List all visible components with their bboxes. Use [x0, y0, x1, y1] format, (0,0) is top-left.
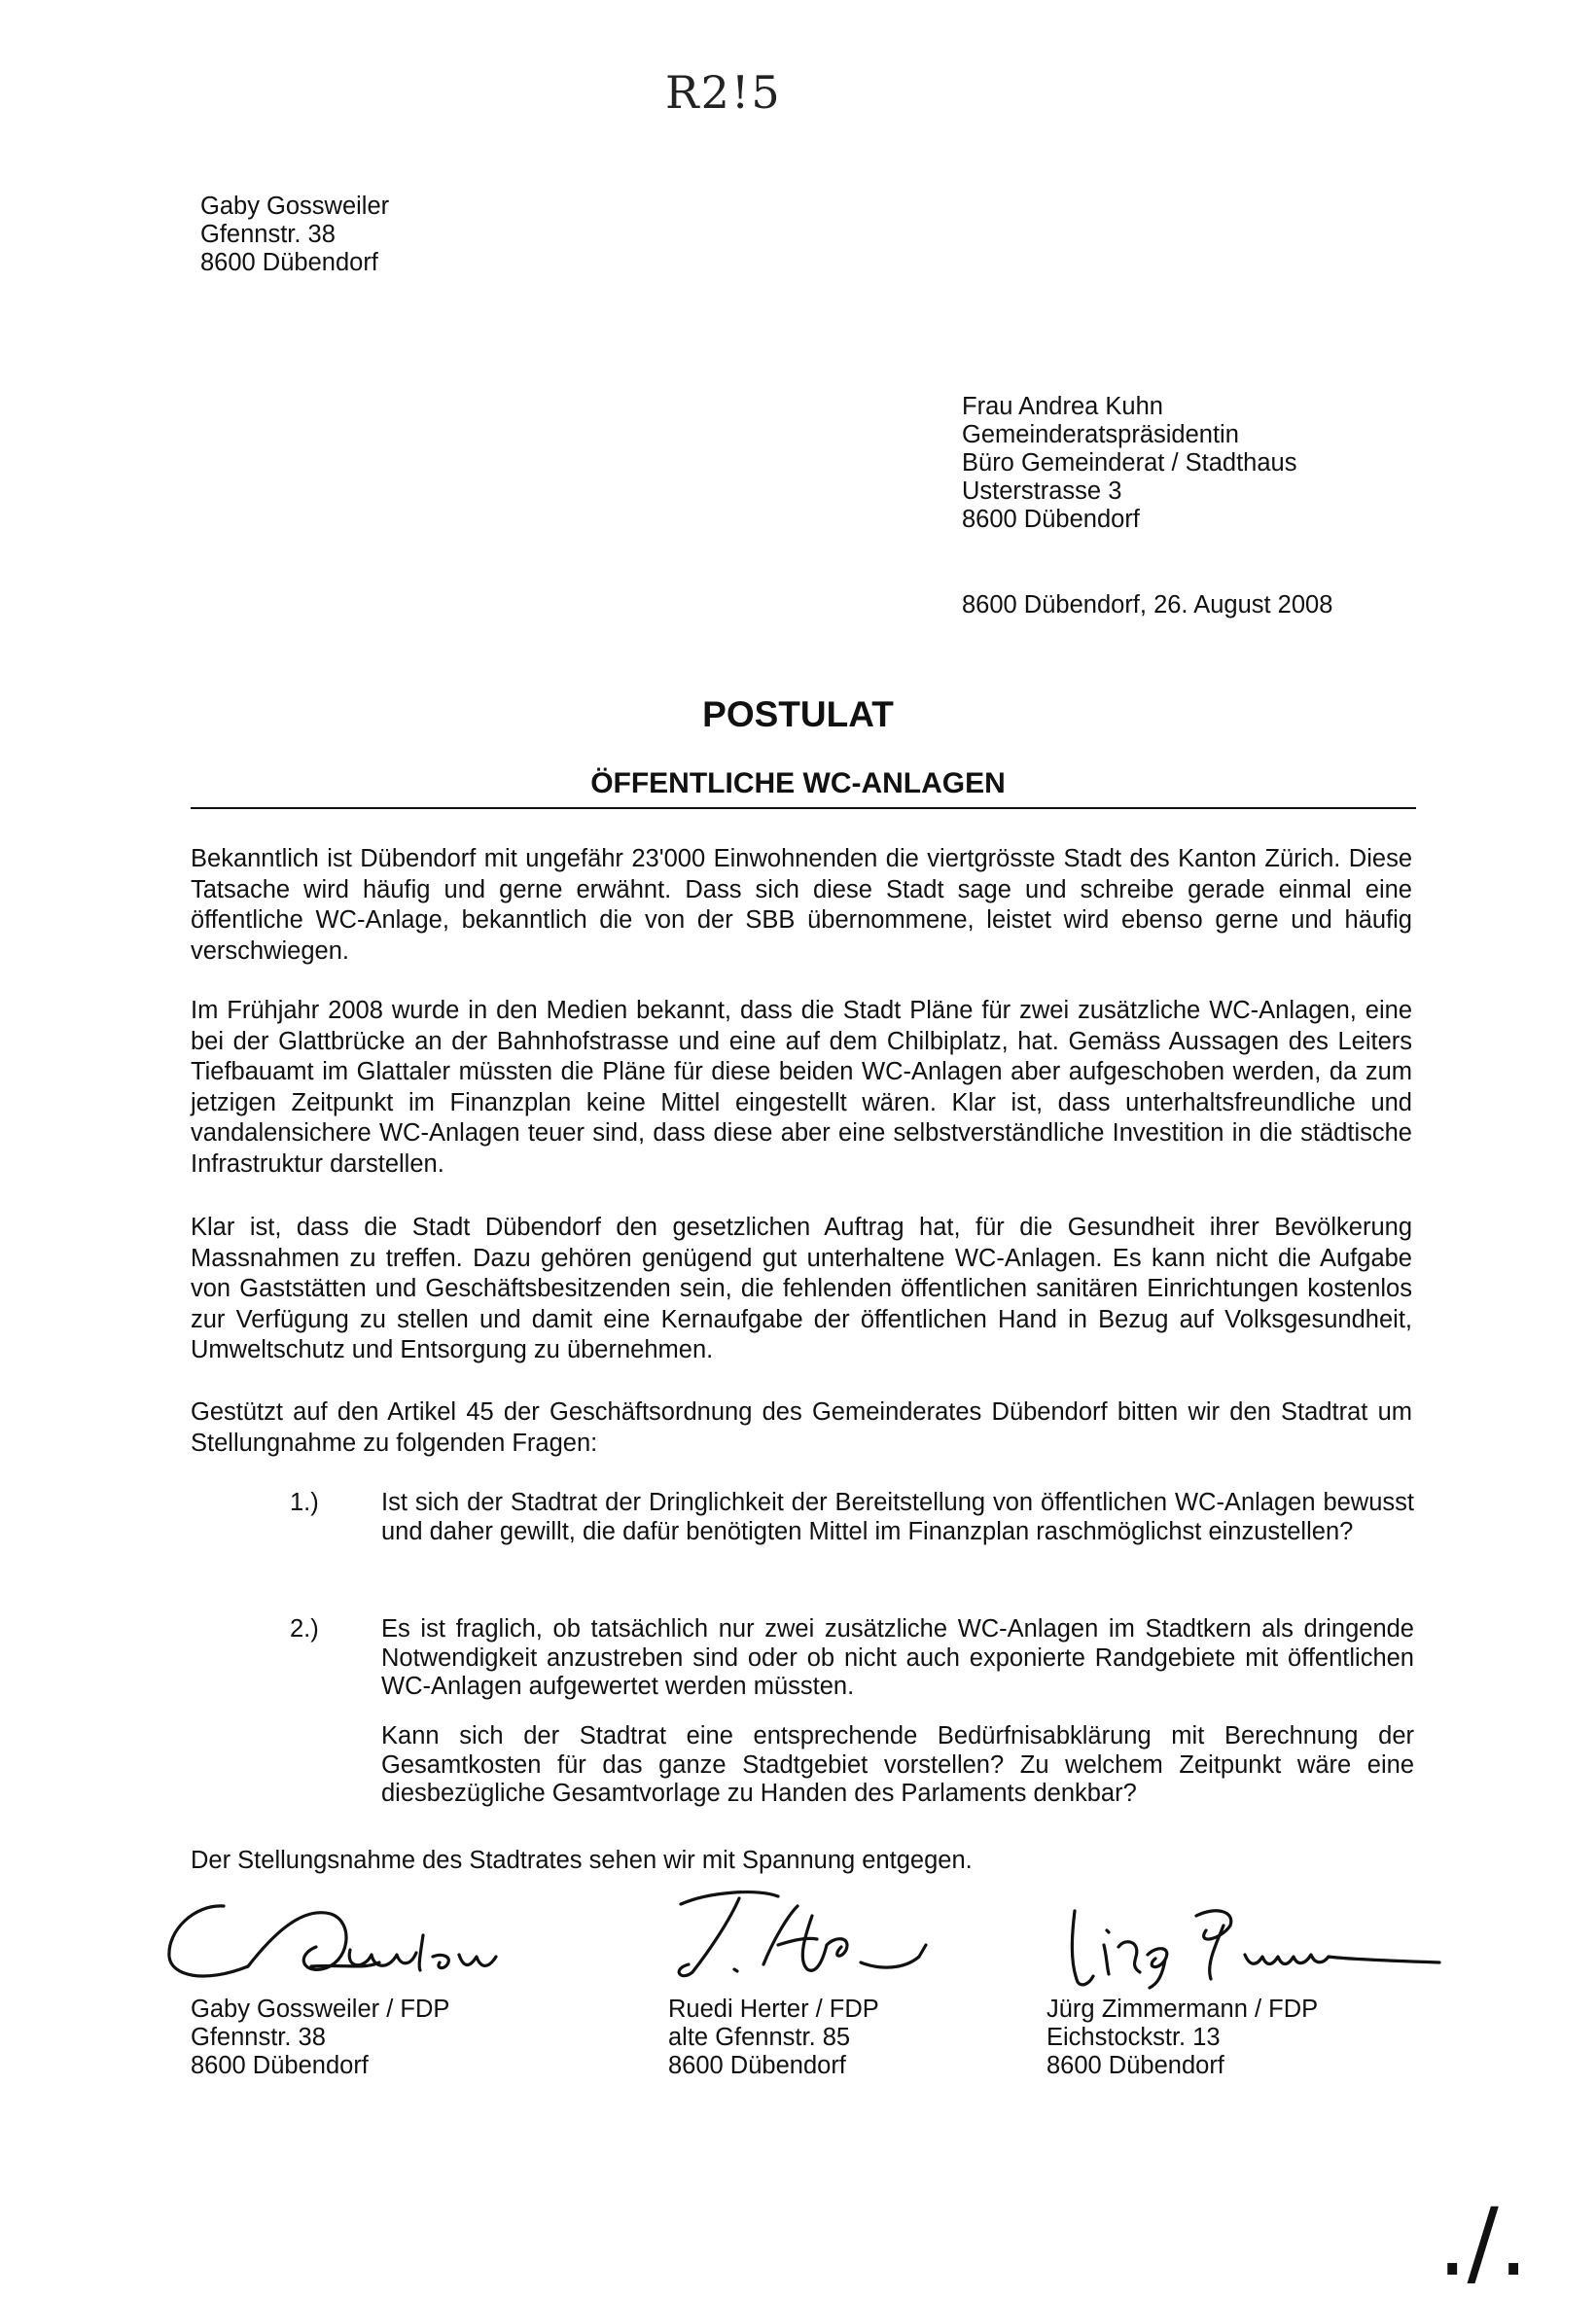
- sender-name: Gaby Gossweiler: [200, 193, 390, 220]
- recipient-line-1: Frau Andrea Kuhn: [962, 393, 1163, 420]
- signature-zimmermann: [1050, 1887, 1459, 1994]
- signatory-3-city: 8600 Dübendorf: [1046, 2052, 1224, 2079]
- recipient-line-2: Gemeinderatspräsidentin: [962, 421, 1239, 448]
- signatory-1-street: Gfennstr. 38: [191, 2024, 326, 2051]
- signatory-3: [1046, 1996, 1318, 2080]
- recipient-line-4: Usterstrasse 3: [962, 477, 1122, 505]
- paragraph-4: Gestützt auf den Artikel 45 der Geschäftsordnung des Gemeinderates Dübendorf bitten wir den Stadtrat um Stellungnahme zu folgenden Fragen:: [191, 1398, 1412, 1457]
- sender-city: 8600 Dübendorf: [200, 249, 378, 276]
- signatory-2-city: 8600 Dübendorf: [668, 2052, 846, 2079]
- continuation-mark: ./.: [1437, 2188, 1529, 2297]
- signatory-1: [191, 1996, 449, 2080]
- signature-gossweiler: [156, 1877, 564, 1994]
- handwritten-annotation: R2!5: [665, 66, 782, 119]
- paragraph-1: Bekanntlich ist Dübendorf mit ungefähr 23'000 Einwohnenden die viertgrösste Stadt des Kanton Zürich. Diese Tatsache wird häufig und gerne erwähnt. Dass sich diese Stadt sage und schreibe gerade einmal eine öffentliche WC-Anlage, bekanntlich die von der SBB übernommene, leistet wird ebenso gerne und häufig verschwiegen.: [191, 845, 1412, 965]
- question-1-number: 1.): [290, 1489, 319, 1516]
- closing-sentence: Der Stellungsnahme des Stadtrates sehen wir mit Spannung entgegen.: [191, 1847, 973, 1874]
- signatory-1-name: Gaby Gossweiler / FDP: [191, 1996, 450, 2023]
- question-1-text: Ist sich der Stadtrat der Dringlichkeit der Bereitstellung von öffentlichen WC-Anlagen bewusst und daher gewillt, die dafür benötigten Mittel im Finanzplan raschmöglichst einzustellen?: [381, 1489, 1414, 1545]
- document-title: POSTULAT: [702, 694, 894, 734]
- paragraph-3: Klar ist, dass die Stadt Dübendorf den gesetzlichen Auftrag hat, für die Gesundheit ihrer Bevölkerung Massnahmen zu treffen. Dazu gehören genügend gut unterhaltene WC-Anlagen. Es kann nicht die Aufgabe von Gaststätten und Geschäftsbesitzenden sein, die fehlenden öffentlichen sanitären Einrichtungen kostenlos zur Verfügung zu stellen und damit eine Kernaufgabe der öffentlichen Hand in Bezug auf Volksgesundheit, Umweltschutz und Entsorgung zu übernehmen.: [191, 1214, 1412, 1363]
- date-line: 8600 Dübendorf, 26. August 2008: [962, 591, 1333, 618]
- signatory-2: [668, 1996, 879, 2080]
- sender-street: Gfennstr. 38: [200, 221, 336, 248]
- document-subtitle: ÖFFENTLICHE WC-ANLAGEN: [590, 767, 1006, 799]
- signatory-3-street: Eichstockstr. 13: [1046, 2024, 1221, 2051]
- signatory-1-city: 8600 Dübendorf: [191, 2052, 369, 2079]
- paragraph-2: Im Frühjahr 2008 wurde in den Medien bekannt, dass die Stadt Pläne für zwei zusätzliche WC-Anlagen, eine bei der Glattbrücke an der Bahnhofstrasse und eine auf dem Chilbiplatz, hat. Gemäss Aussagen des Leiters Tiefbauamt im Glattaler müssten die Pläne für diese beiden WC-Anlagen aber aufgeschoben werden, da zum jetzigen Zeitpunkt im Finanzplan keine Mittel eingestellt wären. Klar ist, dass unterhaltsfreundliche und vandalensichere WC-Anlagen teuer sind, dass diese aber eine selbstverständliche Investition in die städtische Infrastruktur darstellen.: [191, 997, 1412, 1178]
- question-2-text: Es ist fraglich, ob tatsächlich nur zwei zusätzliche WC-Anlagen im Stadtkern als dringende Notwendigkeit anzustreben sind oder ob nicht auch exponierte Randgebiete mit öffentlichen WC-Anlagen aufgewertet werden müssten.: [381, 1615, 1414, 1700]
- signatory-2-street: alte Gfennstr. 85: [668, 2024, 851, 2051]
- signatory-2-name: Ruedi Herter / FDP: [668, 1996, 879, 2023]
- title-underline: [191, 807, 1416, 809]
- question-2-number: 2.): [290, 1615, 319, 1643]
- question-2-followup: Kann sich der Stadtrat eine entsprechende Bedürfnisabklärung mit Berechnung der Gesamtkosten für das ganze Stadtgebiet vorstellen? Zu welchem Zeitpunkt wäre eine diesbezügliche Gesamtvorlage zu Handen des Parlaments denkbar?: [381, 1722, 1414, 1807]
- sender-address: [200, 193, 389, 277]
- recipient-address: [962, 393, 1296, 534]
- recipient-line-5: 8600 Dübendorf: [962, 506, 1140, 533]
- signature-herter: [642, 1877, 953, 1994]
- signatory-3-name: Jürg Zimmermann / FDP: [1046, 1996, 1319, 2023]
- recipient-line-3: Büro Gemeinderat / Stadthaus: [962, 449, 1297, 477]
